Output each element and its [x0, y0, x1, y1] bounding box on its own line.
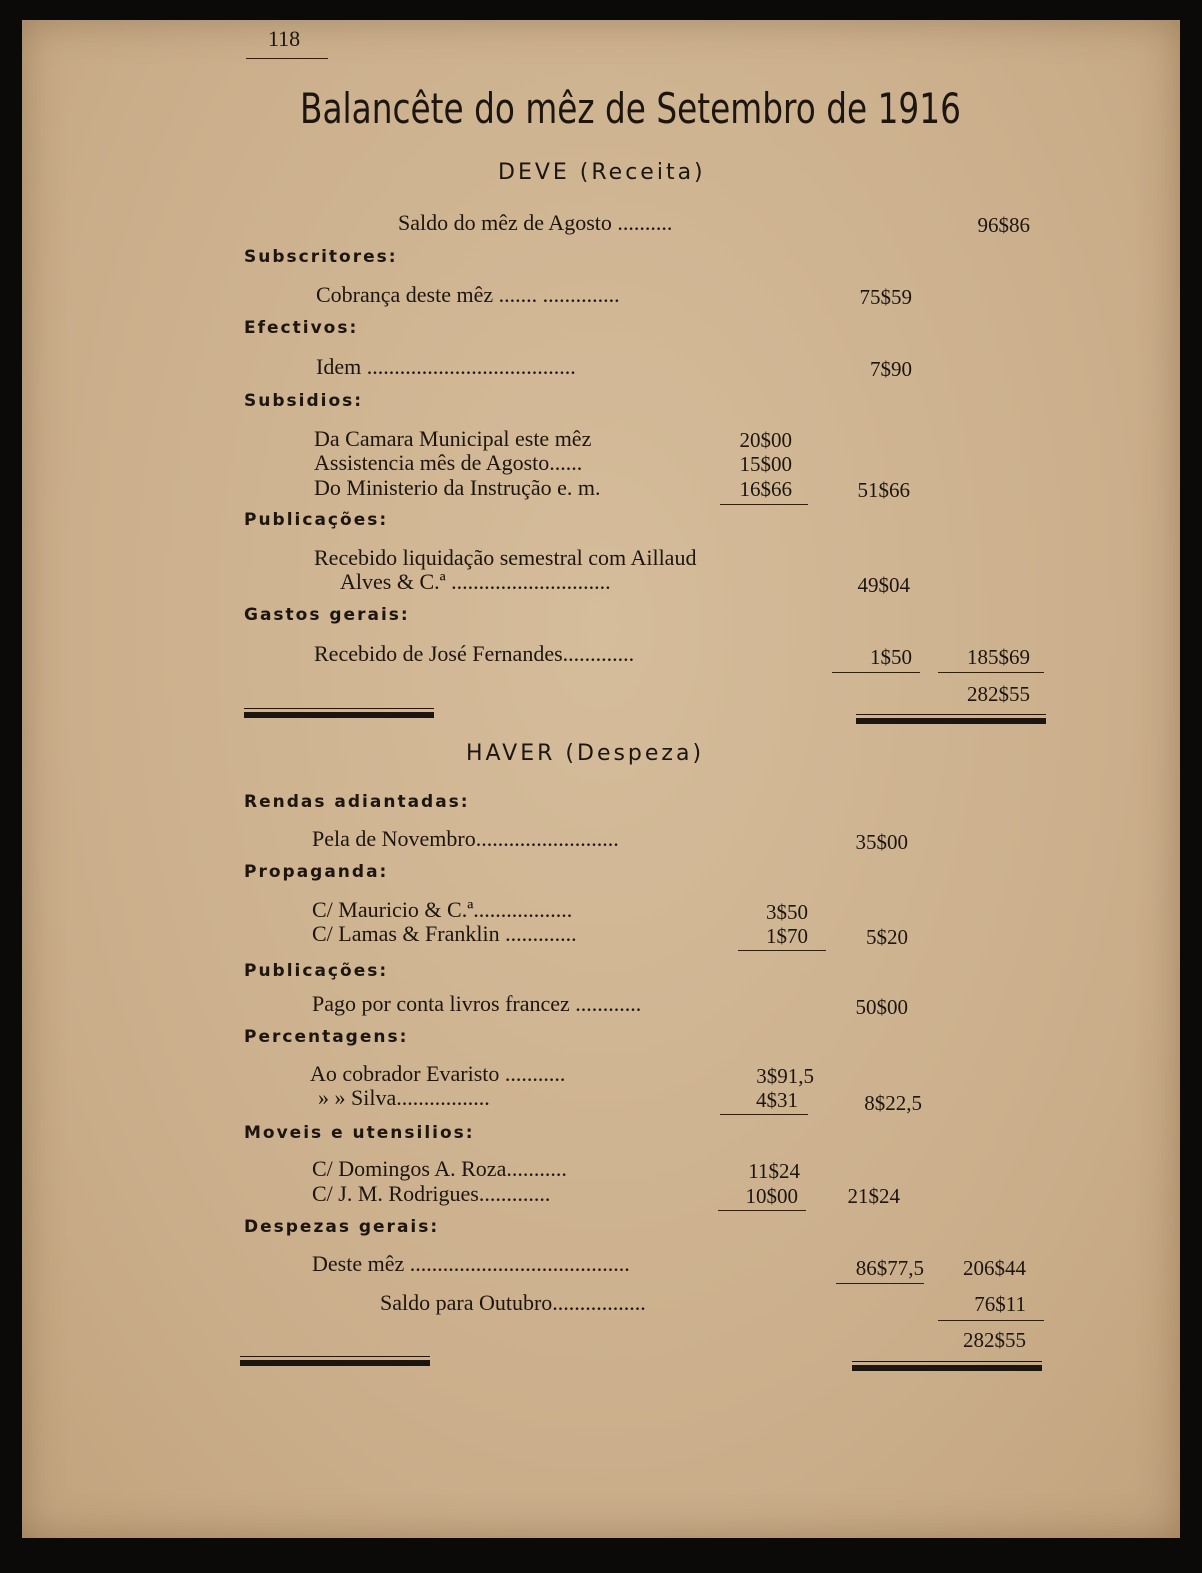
deve-subtotal: 185$69 [967, 645, 1030, 669]
haver-subtotal: 206$44 [963, 1256, 1026, 1280]
moveis-total: 21$24 [847, 1184, 900, 1208]
haver-publicacoes-heading: Publicações: [244, 961, 389, 981]
subsidio-item-label: Da Camara Municipal este mêz [314, 426, 592, 451]
subsidio-item-value: 20$00 [739, 428, 792, 452]
gastos-gerais-value: 1$50 [870, 645, 912, 669]
deve-col1-rule [832, 672, 920, 673]
subscritores-heading: Subscritores: [244, 247, 398, 267]
propaganda-sum-rule [738, 950, 826, 951]
page-number-underline [246, 58, 328, 59]
haver-heading: HAVER (Despeza) [466, 741, 705, 766]
moveis-heading: Moveis e utensilios: [244, 1123, 475, 1143]
haver-publicacoes-value: 50$00 [855, 995, 908, 1019]
subscritores-label: Cobrança deste mêz ....... .............. [316, 282, 620, 307]
page-title: Balancête do mêz de Setembro de 1916 [300, 84, 961, 133]
saldo-agosto-label: Saldo do mêz de Agosto .......... [398, 210, 673, 235]
haver-total: 282$55 [963, 1328, 1026, 1352]
propaganda-item-value: 1$70 [766, 924, 808, 948]
rendas-value: 35$00 [855, 830, 908, 854]
efectivos-value: 7$90 [870, 357, 912, 381]
moveis-item-label: C/ J. M. Rodrigues............. [312, 1181, 551, 1206]
saldo-agosto-value: 96$86 [977, 213, 1030, 237]
despezas-col1-rule [836, 1283, 924, 1284]
subsidios-sum-rule [720, 504, 808, 505]
subsidio-item-label: Assistencia mês de Agosto...... [314, 450, 583, 475]
rendas-label: Pela de Novembro.......................... [312, 826, 619, 851]
propaganda-item-label: C/ Lamas & Franklin ............. [312, 921, 577, 946]
subsidio-item-label: Do Ministerio da Instrução e. m. [314, 475, 601, 500]
publicacoes-label-line1: Recebido liquidação semestral com Aillaud [314, 545, 697, 570]
publicacoes-heading: Publicações: [244, 510, 389, 530]
propaganda-total: 5$20 [866, 925, 908, 949]
percentagens-item-label: » » Silva................. [318, 1085, 490, 1110]
subsidios-heading: Subsidios: [244, 391, 364, 411]
publicacoes-value: 49$04 [857, 573, 910, 597]
propaganda-item-label: C/ Mauricio & C.ª.................. [312, 897, 573, 922]
moveis-item-value: 10$00 [745, 1184, 798, 1208]
haver-col2-rule [938, 1320, 1044, 1321]
despezas-gerais-label: Deste mêz ........................................ [312, 1251, 630, 1276]
deve-heading: DEVE (Receita) [498, 160, 706, 185]
haver-end-rule-left [240, 1360, 430, 1366]
haver-publicacoes-label: Pago por conta livros francez ............ [312, 991, 642, 1016]
percentagens-item-value: 3$91,5 [756, 1064, 814, 1088]
percentagens-item-value: 4$31 [756, 1088, 798, 1112]
rendas-heading: Rendas adiantadas: [244, 792, 470, 812]
deve-total: 282$55 [967, 682, 1030, 706]
subscritores-value: 75$59 [859, 285, 912, 309]
subsidio-item-value: 15$00 [739, 452, 792, 476]
saldo-outubro-value: 76$11 [974, 1292, 1026, 1316]
deve-end-rule-right [856, 718, 1046, 724]
percentagens-item-label: Ao cobrador Evaristo ........... [310, 1061, 566, 1086]
gastos-gerais-heading: Gastos gerais: [244, 605, 410, 625]
saldo-outubro-label: Saldo para Outubro................. [380, 1290, 646, 1315]
percentagens-sum-rule [720, 1114, 808, 1115]
efectivos-label: Idem ...................................... [316, 354, 576, 379]
moveis-item-label: C/ Domingos A. Roza........... [312, 1156, 567, 1181]
subsidio-item-value: 16$66 [739, 477, 792, 501]
efectivos-heading: Efectivos: [244, 318, 359, 338]
publicacoes-label-line2: Alves & C.ª ............................. [340, 569, 611, 594]
gastos-gerais-label: Recebido de José Fernandes............. [314, 641, 635, 666]
haver-end-rule-right [852, 1365, 1042, 1371]
moveis-sum-rule [718, 1210, 806, 1211]
moveis-item-value: 11$24 [748, 1159, 800, 1183]
percentagens-heading: Percentagens: [244, 1027, 409, 1047]
despezas-gerais-heading: Despezas gerais: [244, 1217, 440, 1237]
deve-end-rule-left [244, 712, 434, 718]
subsidios-total: 51$66 [857, 478, 910, 502]
propaganda-item-value: 3$50 [766, 900, 808, 924]
page-number: 118 [268, 26, 301, 51]
despezas-gerais-value: 86$77,5 [855, 1256, 924, 1280]
propaganda-heading: Propaganda: [244, 862, 389, 882]
percentagens-total: 8$22,5 [864, 1091, 922, 1115]
deve-col2-rule [938, 672, 1044, 673]
